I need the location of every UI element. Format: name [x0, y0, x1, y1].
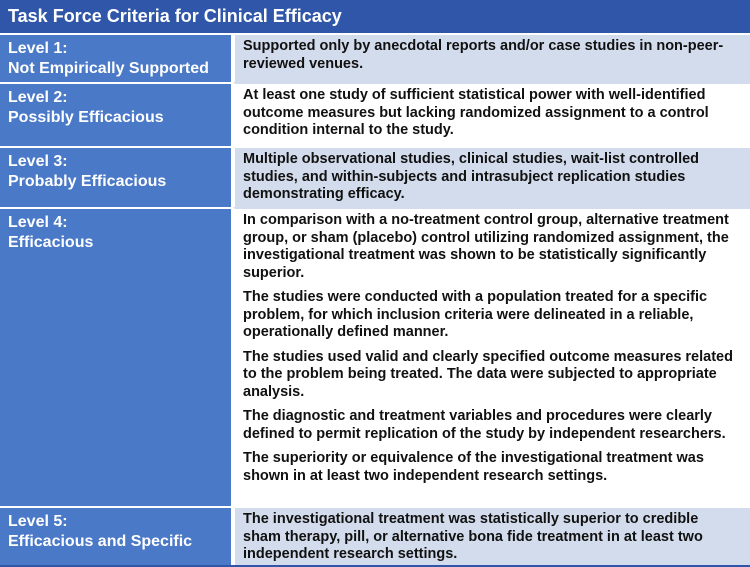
level-name: Probably Efficacious	[8, 173, 167, 190]
level-label-cell	[0, 33, 231, 82]
table-row-level-4	[0, 207, 750, 506]
description-line: The investigational treatment was statistically superior to credible	[243, 511, 699, 527]
description-line: In comparison with a no-treatment control group, alternative treatment	[243, 212, 729, 228]
description-paragraph	[243, 87, 742, 140]
level-description-cell	[233, 33, 750, 82]
level-label-cell	[0, 82, 231, 146]
level-name: Efficacious	[8, 234, 94, 251]
level-description-cell	[233, 146, 750, 207]
description-line: The studies used valid and clearly specified outcome measures related	[243, 348, 733, 365]
table-row-level-5	[0, 506, 750, 567]
description-line: studies, and within-subjects and intrasubject replication studies	[243, 168, 686, 185]
description-line: superior.	[243, 264, 305, 281]
level-label-cell	[0, 207, 231, 506]
table-title: Task Force Criteria for Clinical Efficacy	[0, 0, 750, 33]
level-name: Possibly Efficacious	[8, 109, 164, 126]
description-line: reviewed venues.	[243, 55, 364, 72]
level-number: Level 3:	[8, 153, 68, 170]
level-number: Level 4:	[8, 214, 68, 231]
description-paragraph	[243, 511, 742, 564]
description-line: Multiple observational studies, clinical studies, wait-list controlled	[243, 151, 700, 167]
description-line: investigational treatment was shown to be statistically significantly	[243, 247, 707, 263]
description-line: demonstrating efficacy.	[243, 186, 405, 202]
description-line: defined to permit replication of the study by independent researchers.	[243, 425, 726, 442]
level-label-cell	[0, 506, 231, 567]
level-number: Level 1:	[8, 40, 68, 57]
description-paragraph	[243, 38, 742, 73]
description-paragraph	[243, 349, 742, 402]
table-row-level-1	[0, 33, 750, 82]
description-paragraph	[243, 289, 742, 342]
level-description-cell	[233, 82, 750, 146]
level-number: Level 5:	[8, 513, 68, 530]
description-line: condition internal to the study.	[243, 122, 454, 138]
description-line: independent research settings.	[243, 546, 458, 562]
level-name: Efficacious and Specific	[8, 533, 193, 550]
description-line: The superiority or equivalence of the investigational treatment was	[243, 450, 704, 466]
description-line: group, or sham (placebo) control utilizing randomized assignment, the	[243, 229, 729, 246]
description-line: At least one study of sufficient statistical power with well-identified	[243, 87, 706, 103]
description-line: sham therapy, pill, or alternative bona fide treatment in at least two	[243, 528, 703, 545]
level-label-cell	[0, 146, 231, 207]
level-description-cell	[233, 207, 750, 506]
description-paragraph	[243, 408, 742, 443]
table-row-level-2	[0, 82, 750, 146]
level-name: Not Empirically Supported	[8, 60, 209, 77]
description-line: The studies were conducted with a population treated for a specific	[243, 289, 708, 305]
description-line: outcome measures but lacking randomized assignment to a control	[243, 104, 709, 121]
description-paragraph	[243, 450, 742, 485]
description-paragraph	[243, 151, 742, 204]
description-line: problem, for which inclusion criteria were delineated in a reliable,	[243, 306, 694, 323]
description-line: The diagnostic and treatment variables and procedures were clearly	[243, 408, 712, 424]
level-description-cell	[233, 506, 750, 567]
description-line: operationally defined manner.	[243, 324, 449, 340]
description-line: Supported only by anecdotal reports and/or case studies in non-peer-	[243, 38, 724, 54]
table-row-level-3	[0, 146, 750, 207]
description-paragraph	[243, 212, 742, 282]
description-line: shown in at least two independent research settings.	[243, 467, 608, 484]
description-line: analysis.	[243, 383, 305, 400]
level-number: Level 2:	[8, 89, 68, 106]
description-line: to the problem being treated. The data were subjected to appropriate	[243, 366, 717, 382]
